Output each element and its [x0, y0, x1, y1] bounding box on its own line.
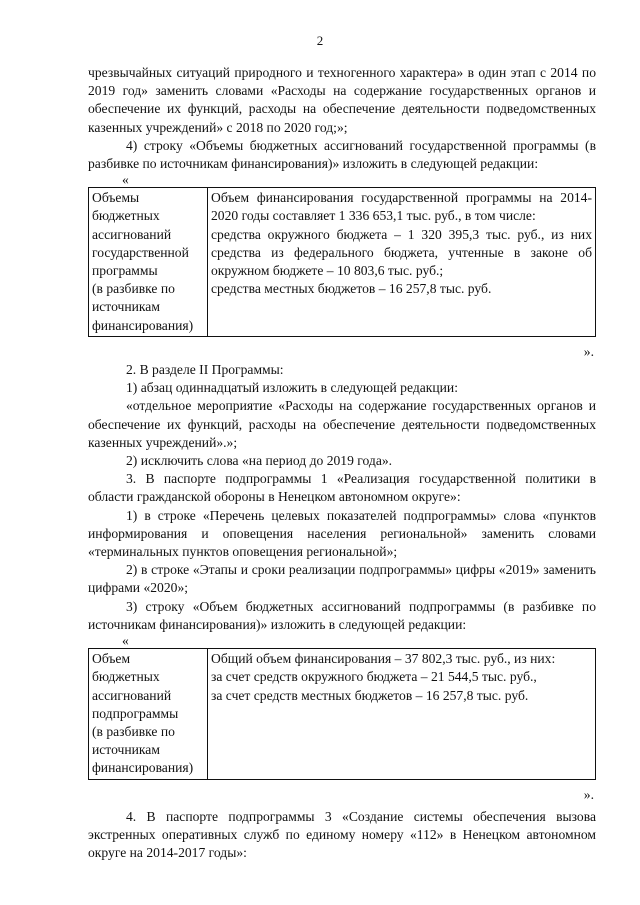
- table1-label-line: государственной: [92, 244, 189, 260]
- paragraph: «отдельное мероприятие «Расходы на содержание государственных органов и обеспечение их функций, расходы на обеспечение деятельности подведомственных казенных учреждений».»;: [88, 398, 596, 450]
- paragraph-section-4: 4. В паспорте подпрограммы 3 «Создание системы обеспечения вызова экстренных оперативных служб по единому номеру «112» в Ненецком автономном округе на 2014-2017 годы»:: [88, 808, 596, 861]
- paragraph-section-3: 3. В паспорте подпрограммы 1 «Реализация государственной политики в области гражданской обороны в Ненецком автономном округе»:: [88, 471, 596, 505]
- table2-value-cell: [208, 649, 596, 779]
- paragraph: 1) абзац одиннадцатый изложить в следующей редакции:: [126, 380, 458, 396]
- table2-label-line: источникам: [92, 742, 160, 758]
- paragraph: 2) исключить слова «на период до 2019 года».: [126, 453, 393, 469]
- quote-open-mark: «: [122, 633, 129, 649]
- page-number: 2: [316, 33, 324, 48]
- document-body: [88, 64, 596, 862]
- table2-label-line: бюджетных: [92, 669, 160, 685]
- table2-label-cell: [89, 649, 208, 779]
- table2-label-line: ассигнований: [92, 687, 172, 703]
- table1-value-paragraph: Объем финансирования государственной программы на 2014-2020 годы составляет 1 336 653,1 тыс. руб., в том числе:: [211, 190, 592, 224]
- paragraph-item-4: 4) строку «Объемы бюджетных ассигнований государственной программы (в разбивке по источникам финансирования)» изложить в следующей редакции:: [88, 137, 596, 172]
- subprogram-funding-table: [88, 648, 596, 779]
- table1-label-line: ассигнований: [92, 226, 172, 242]
- paragraph-section-2: 2. В разделе II Программы:: [126, 362, 284, 378]
- table1-value-paragraph: средства местных бюджетов – 16 257,8 тыс. руб.: [211, 281, 492, 297]
- quote-close-mark: ».: [583, 786, 594, 802]
- table2-value-paragraph: Общий объем финансирования – 37 802,3 тыс. руб., из них:: [211, 651, 556, 667]
- table1-label-line: финансирования): [92, 317, 194, 333]
- paragraph: 3) строку «Объем бюджетных ассигнований подпрограммы (в разбивке по источникам финансирования)» изложить в следующей редакции:: [88, 598, 596, 632]
- paragraph-continuation: чрезвычайных ситуаций природного и техногенного характера» в один этап с 2014 по 2019 год» заменить словами «Расходы на содержание государственных органов и обеспечение их функций, расходы на обеспечение деятельности подведомственных казенных учреждений» с 2018 по 2020 год;»;: [88, 65, 596, 135]
- table1-label-line: бюджетных: [92, 208, 160, 224]
- table1-label-cell: [89, 188, 208, 337]
- quote-close-mark: ».: [583, 343, 594, 359]
- quote-open-mark: «: [122, 172, 129, 188]
- table2-label-line: подпрограммы: [92, 705, 179, 721]
- table2-value-paragraph: за счет средств окружного бюджета – 21 544,5 тыс. руб.,: [211, 669, 537, 685]
- program-funding-table: [88, 187, 596, 337]
- table1-label-line: Объемы: [92, 190, 140, 206]
- table1-value-paragraph: средства окружного бюджета – 1 320 395,3 тыс. руб., из них средства из федерального бюджета, учтенные в законе об окружном бюджете – 10 803,6 тыс. руб.;: [211, 226, 592, 279]
- table2-value-paragraph: за счет средств местных бюджетов – 16 257,8 тыс. руб.: [211, 687, 529, 703]
- table1-label-line: источникам: [92, 299, 160, 315]
- table2-label-line: (в разбивке по: [92, 723, 175, 739]
- paragraph: 1) в строке «Перечень целевых показателей подпрограммы» слова «пунктов информирования и оповещения населения региональной» заменить словами «терминальных пунктов оповещения региональной»;: [88, 507, 596, 560]
- table2-label-line: Объем: [92, 651, 131, 667]
- table2-label-line: финансирования): [92, 760, 194, 776]
- table1-value-cell: [208, 188, 596, 337]
- table1-label-line: программы: [92, 263, 158, 279]
- table1-label-line: (в разбивке по: [92, 281, 175, 297]
- paragraph: 2) в строке «Этапы и сроки реализации подпрограммы» цифры «2019» заменить цифрами «2020»;: [88, 562, 596, 596]
